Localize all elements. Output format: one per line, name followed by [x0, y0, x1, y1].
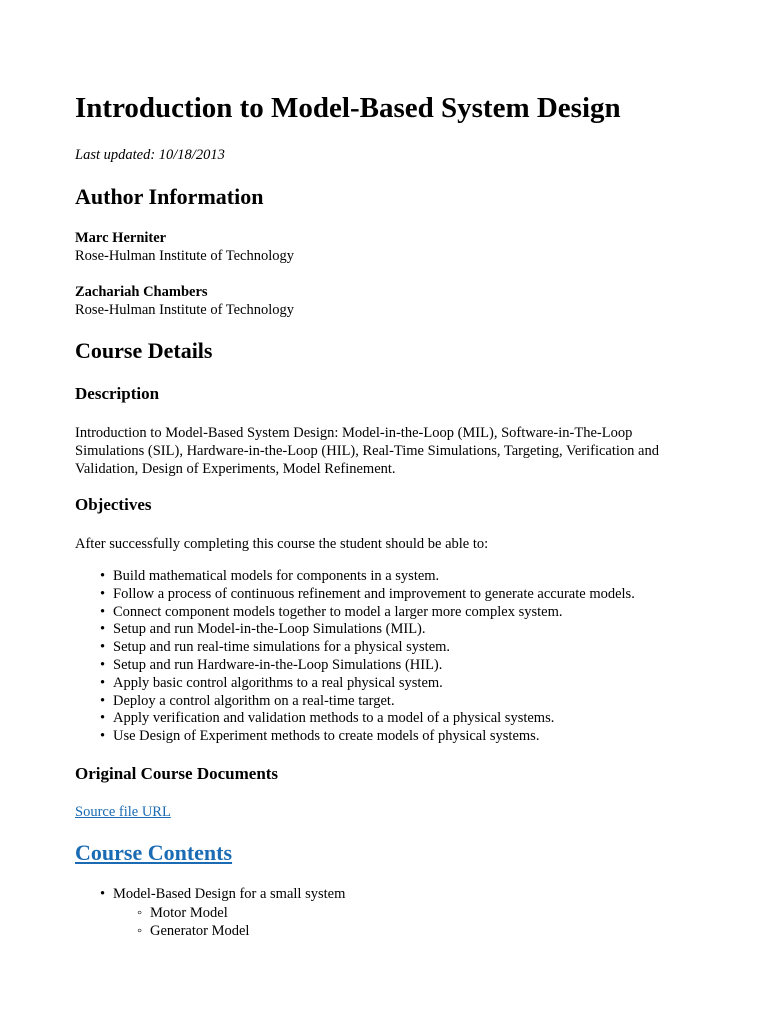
author-name: Marc Herniter: [75, 230, 167, 246]
list-item: • Use Design of Experiment methods to create models of physical systems.: [75, 728, 635, 746]
sub-list-item: ◦ Motor Model: [113, 904, 345, 923]
author-affiliation: Rose-Hulman Institute of Technology: [75, 302, 295, 318]
list-item: • Setup and run real-time simulations for a physical system.: [75, 639, 635, 657]
author-name: Zachariah Chambers: [75, 284, 208, 300]
objectives-heading: Objectives: [75, 495, 152, 514]
list-item: • Deploy a control algorithm on a real-time target.: [75, 693, 635, 711]
last-updated: Last updated: 10/18/2013: [75, 147, 225, 163]
source-link-line: [75, 803, 171, 821]
contents-sublist: [113, 904, 345, 941]
objectives-list: [75, 568, 635, 746]
author-affiliation: Rose-Hulman Institute of Technology: [75, 248, 295, 264]
list-item: • Connect component models together to model a larger more complex system.: [75, 604, 635, 622]
contents-item-label: Model-Based Design for a small system: [113, 886, 346, 902]
list-item: • Setup and run Hardware-in-the-Loop Simulations (HIL).: [75, 657, 635, 675]
description-heading: Description: [75, 384, 160, 403]
contents-list: [75, 886, 345, 941]
sub-list-item: ◦ Generator Model: [113, 922, 345, 941]
page-title: Introduction to Model-Based System Design: [75, 92, 621, 124]
list-item: • Build mathematical models for components in a system.: [75, 568, 635, 586]
author-information-heading: Author Information: [75, 184, 264, 209]
source-file-link[interactable]: Source file URL: [75, 804, 171, 820]
original-documents-heading: Original Course Documents: [75, 764, 279, 783]
course-details-heading: Course Details: [75, 338, 213, 363]
list-item: • Setup and run Model-in-the-Loop Simulations (MIL).: [75, 621, 635, 639]
list-item: • Follow a process of continuous refinement and improvement to generate accurate models.: [75, 586, 635, 604]
description-text: Introduction to Model-Based System Design: Model-in-the-Loop (MIL), Software-in-The-Loop Simulations (SIL), Hardware-in-the-Loop (HIL), Real-Time Simulations, Targeting, Verification and Validation, Design of Experiments, Model Refinement.: [75, 425, 659, 477]
list-item: • Apply basic control algorithms to a real physical system.: [75, 675, 635, 693]
objectives-intro: After successfully completing this course the student should be able to:: [75, 536, 489, 552]
author-block-2: [75, 283, 294, 319]
list-item: [75, 886, 345, 941]
course-contents-heading[interactable]: Course Contents: [75, 840, 233, 865]
list-item: • Apply verification and validation methods to a model of a physical systems.: [75, 710, 635, 728]
author-block-1: [75, 229, 294, 265]
